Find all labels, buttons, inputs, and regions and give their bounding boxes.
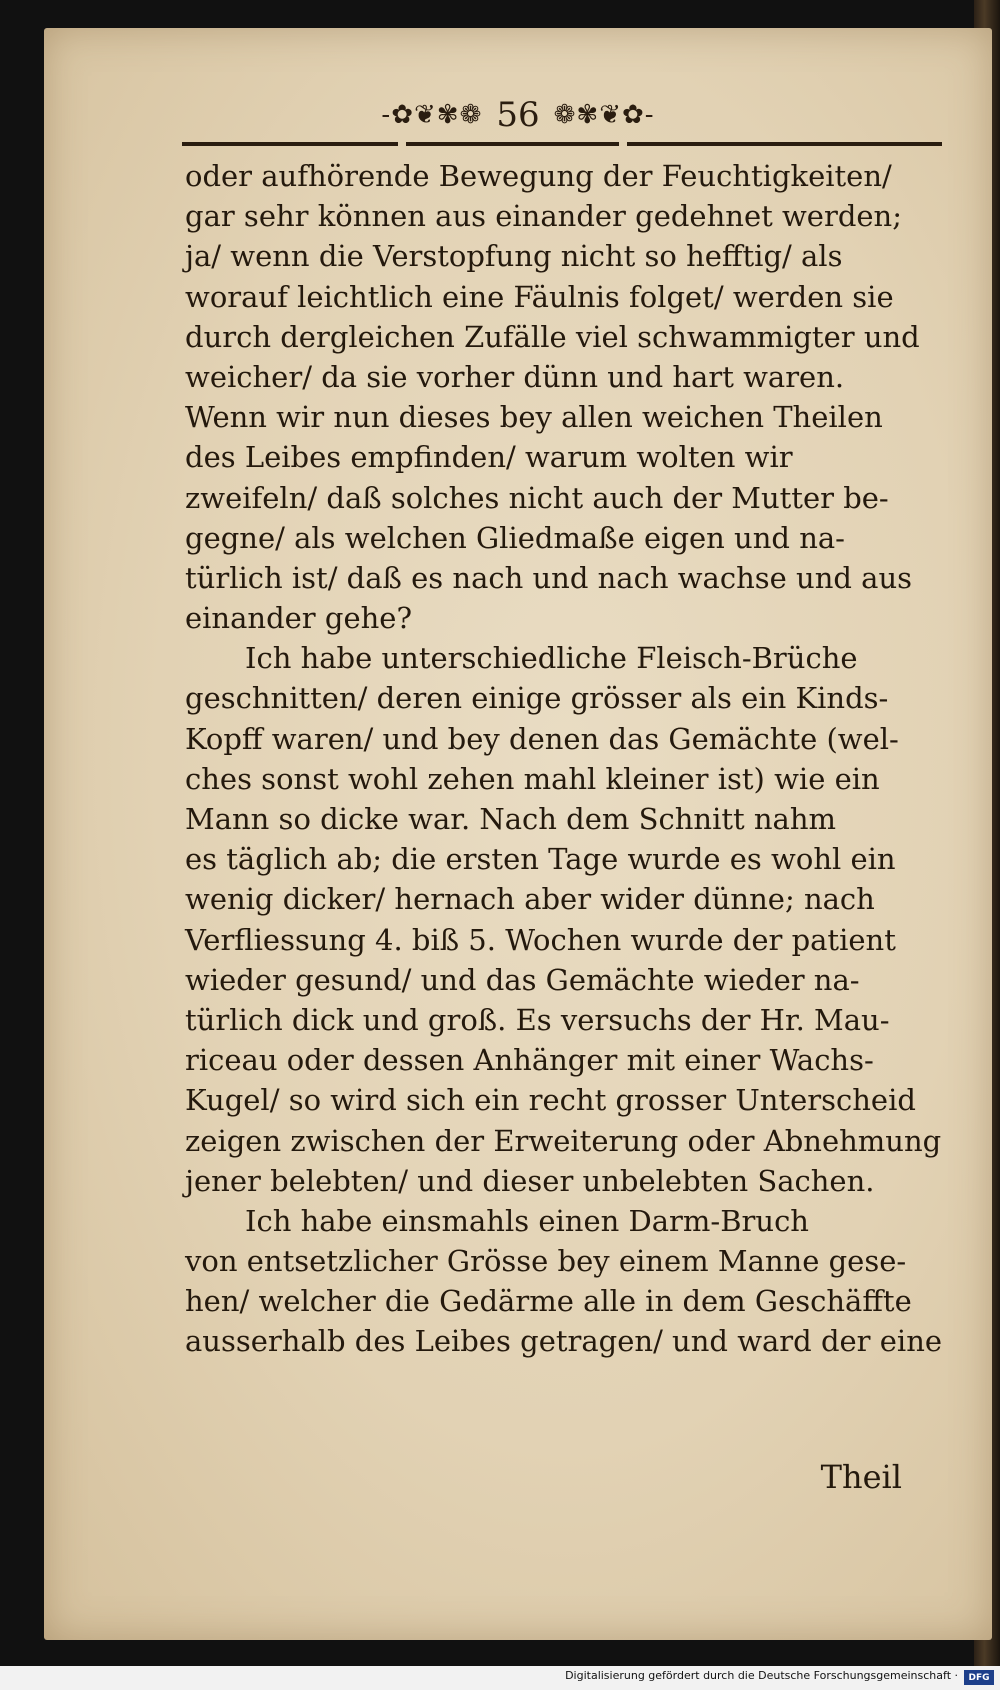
text-line: wenig dicker/ hernach aber wider dünne; nach bbox=[185, 882, 875, 917]
text-line: jener belebten/ und dieser unbelebten Sachen. bbox=[185, 1163, 875, 1198]
text-line: Kopff waren/ und bey denen das Gemächte (wel- bbox=[185, 721, 899, 756]
text-line: Verfliessung 4. biß 5. Wochen wurde der patient bbox=[185, 922, 896, 957]
text-line: einander gehe? bbox=[185, 601, 413, 636]
text-line: durch dergleichen Zufälle viel schwammigter und bbox=[185, 319, 920, 354]
header-ornament-right: ❁✾❦✿- bbox=[553, 100, 655, 130]
text-line: wieder gesund/ und das Gemächte wieder na- bbox=[185, 962, 860, 997]
text-line: ches sonst wohl zehen mahl kleiner ist) wie ein bbox=[185, 761, 880, 796]
text-line: Mann so dicke war. Nach dem Schnitt nahm bbox=[185, 802, 837, 836]
text-line: oder aufhörende Bewegung der Feuchtigkeiten/ bbox=[185, 159, 892, 193]
text-line: Kugel/ so wird sich ein recht grosser Unterscheid bbox=[185, 1083, 916, 1118]
text-line: Ich habe unterschiedliche Fleisch-Brüche bbox=[245, 641, 858, 676]
header-ornament-left: -✿❦✾❁ bbox=[381, 100, 483, 130]
footer-credit: Digitalisierung gefördert durch die Deutsche Forschungsgemeinschaft · bbox=[565, 1669, 958, 1682]
text-line: türlich dick und groß. Es versuchs der Hr. Mau- bbox=[185, 1002, 890, 1037]
dfg-logo: DFG bbox=[964, 1670, 994, 1685]
text-line: riceau oder dessen Anhänger mit einer Wachs- bbox=[185, 1043, 874, 1078]
header-rule bbox=[182, 142, 942, 146]
page-number: 56 bbox=[496, 95, 540, 135]
text-line: weicher/ da sie vorher dünn und hart waren. bbox=[185, 359, 845, 394]
text-line: ja/ wenn die Verstopfung nicht so hefftig/ als bbox=[185, 239, 843, 274]
text-line: hen/ welcher die Gedärme alle in dem Geschäffte bbox=[185, 1284, 912, 1319]
text-line: gar sehr können aus einander gedehnet werden; bbox=[185, 199, 902, 234]
digitization-footer bbox=[0, 1666, 1000, 1690]
catchword: Theil bbox=[820, 1458, 902, 1496]
text-line: türlich ist/ daß es nach und nach wachse und aus bbox=[185, 560, 913, 595]
text-line: geschnitten/ deren einige grösser als ein Kinds- bbox=[185, 681, 889, 716]
text-line: zweifeln/ daß solches nicht auch der Mutter be- bbox=[185, 480, 889, 515]
text-line: es täglich ab; die ersten Tage wurde es wohl ein bbox=[185, 842, 896, 877]
body-text bbox=[185, 156, 945, 1362]
book-page bbox=[44, 28, 992, 1640]
text-line: worauf leichtlich eine Fäulnis folget/ werden sie bbox=[185, 279, 894, 314]
text-line: des Leibes empfinden/ warum wolten wir bbox=[185, 440, 793, 475]
text-line: ausserhalb des Leibes getragen/ und ward der eine bbox=[185, 1324, 943, 1359]
text-line: gegne/ als welchen Gliedmaße eigen und na- bbox=[185, 520, 845, 555]
text-line: von entsetzlicher Grösse bey einem Manne gese- bbox=[185, 1244, 907, 1279]
page-header bbox=[44, 90, 992, 140]
text-line: Ich habe einsmahls einen Darm-Bruch bbox=[245, 1203, 809, 1238]
text-line: Wenn wir nun dieses bey allen weichen Theilen bbox=[185, 400, 883, 435]
text-line: zeigen zwischen der Erweiterung oder Abnehmung bbox=[185, 1123, 942, 1158]
